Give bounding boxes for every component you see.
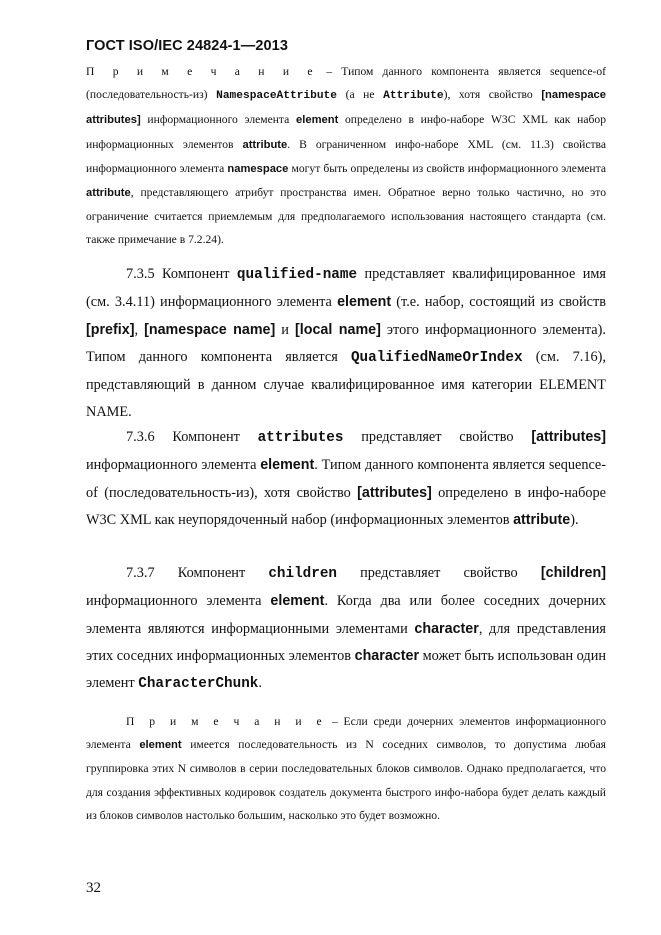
note-text: ), хотя свойство xyxy=(443,88,542,102)
para-text: ). xyxy=(570,511,579,528)
property-term: [attributes] xyxy=(531,429,606,445)
property-term: [namespace name] xyxy=(144,321,276,338)
property-term: element xyxy=(337,294,392,311)
para-text: 7.3.7 Компонент xyxy=(126,565,269,581)
para-text: информационного элемента xyxy=(86,457,261,474)
para-text: , для представления этих соседних информационных элементов xyxy=(86,620,606,664)
para-text: представляет свойство xyxy=(336,565,541,581)
para-text: . Когда два или более соседних дочерних элемента являются информационными элементами xyxy=(86,593,606,637)
code-term: qualified-name xyxy=(236,267,358,283)
note-text: имеется последовательность из N соседних символов, то допустима любая группировка этих N символов в серии последовательных блоков символов. Однако предполагается, что для создания эффективных кодировок создатель документа быстрого инфо-набора будет делать каждый из блоков символов настолько большим, насколько это будет возможно. xyxy=(86,738,607,822)
note-label: П р и м е ч а н и е xyxy=(86,65,318,78)
code-term: attributes xyxy=(257,430,344,446)
para-text: представляет квалифицированное имя (см. 3.4.11) информационного элемента xyxy=(86,266,606,311)
note-text: . В ограниченном инфо-наборе XML (см. 11.3) свойства информационного элемента xyxy=(86,137,606,175)
para-text: определено в инфо-наборе W3C XML как неупорядоченный набор (информационных элементов xyxy=(86,484,606,528)
property-term: attribute xyxy=(86,187,131,200)
property-term: namespace xyxy=(227,162,289,175)
property-term: element xyxy=(296,114,339,127)
paragraph-7-3-7 xyxy=(86,560,606,698)
code-term: NamespaceAttribute xyxy=(216,90,337,103)
property-term: element xyxy=(270,593,325,610)
note-text: информационного элемента xyxy=(140,113,297,127)
note-text: определено в инфо-наборе W3C XML как набор информационных элементов xyxy=(86,113,607,151)
para-text: может быть использован один элемент xyxy=(86,647,606,692)
property-term: attribute xyxy=(242,138,288,151)
note-1 xyxy=(86,60,606,252)
property-term: character xyxy=(414,620,479,637)
property-term: attribute xyxy=(513,511,571,528)
para-text: этого информационного элемента). Типом данного компонента является xyxy=(86,321,606,365)
para-text: . xyxy=(258,675,262,692)
property-term: [local name] xyxy=(294,321,381,338)
note-text: – Если среди дочерних элементов информационного элемента xyxy=(86,715,606,752)
code-term: QualifiedNameOrIndex xyxy=(350,349,523,366)
para-text: и xyxy=(275,321,295,338)
property-term: character xyxy=(354,647,420,664)
note-text: могут быть определены из свойств информационного элемента xyxy=(288,161,606,175)
code-term: Attribute xyxy=(383,90,444,103)
paragraph-7-3-5 xyxy=(86,261,606,427)
para-text: 7.3.5 Компонент xyxy=(126,266,237,282)
code-term: CharacterChunk xyxy=(138,676,259,693)
property-term: [namespace attributes] xyxy=(86,89,607,127)
page-header: ГОСТ ISO/IEC 24824-1—2013 xyxy=(86,38,288,54)
property-term: [prefix] xyxy=(86,321,135,338)
para-text: (т.е. набор, состоящий из свойств xyxy=(391,294,606,311)
para-text: информационного элемента xyxy=(86,593,271,610)
note-2 xyxy=(86,710,606,827)
para-text: , xyxy=(134,321,145,338)
para-text: представляет свойство xyxy=(343,429,532,445)
property-term: element xyxy=(139,739,182,752)
property-term: [children] xyxy=(540,565,606,581)
para-text: (см. 7.16), представляющий в данном случае квалифицированное имя категории ELEMENT NAME. xyxy=(86,348,606,421)
property-term: [attributes] xyxy=(357,484,432,501)
note-text: , представляющего атрибут пространства имен. Обратное верно только частично, но это ограничение считается приемлемым для предполагаемого использования настоящего стандарта (см. также примечание в 7.2.24). xyxy=(86,186,606,247)
note-label: П р и м е ч а н и е xyxy=(126,715,327,728)
code-term: children xyxy=(268,566,337,582)
note-text: (а не xyxy=(336,88,384,102)
property-term: element xyxy=(260,457,315,474)
note-text: – Типом данного компонента является sequence-of (последовательность-из) xyxy=(86,65,606,102)
para-text: 7.3.6 Компонент xyxy=(126,429,258,445)
page-number: 32 xyxy=(86,880,101,896)
paragraph-7-3-6 xyxy=(86,424,606,534)
para-text: . Типом данного компонента является sequence-of (последовательность-из), хотя свойство xyxy=(86,457,607,501)
